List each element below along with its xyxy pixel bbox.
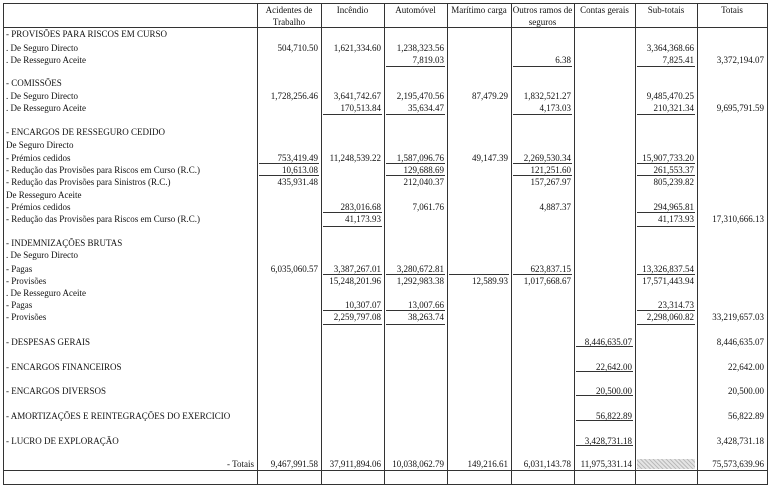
row-label: - Redução das Provisões para Riscos em Curso (R.C.) [6,165,200,175]
value-underline [386,66,445,67]
value-underline [386,114,445,115]
column-divider [767,3,768,485]
row-label: De Seguro Directo [6,140,74,150]
cell-subtotais: 23,314.73 [658,300,694,310]
cell-maritimo: 12,589.93 [472,276,508,286]
cell-automovel: 35,634.47 [408,103,444,113]
row-divider [3,27,767,28]
column-divider [511,3,512,485]
cell-totais: 3,428,731.18 [716,436,764,446]
cell-incendio: 170,513.84 [340,103,381,113]
cell-incendio: 10,307.07 [345,300,381,310]
column-header-outros: Outros ramos de seguros [512,5,573,27]
cell-incendio: 1,621,334.60 [333,43,381,53]
cell-incendio: 283,016.68 [340,202,381,212]
row-label: - Redução das Provisões para Riscos em Curso (R.C.) [6,214,200,224]
totals-automovel: 10,038,062.79 [392,459,444,469]
column-header-subtotais: Sub-totais [647,5,685,15]
cell-automovel: 1,238,323.56 [396,43,444,53]
subtotal-total-shaded-cell [637,459,695,469]
row-label: . De Resseguro Aceite [6,55,86,65]
cell-totais: 8,446,635.07 [716,337,764,347]
row-label: - Provisões [6,312,47,322]
cell-incendio: 3,641,742.67 [333,91,381,101]
row-label: - Provisões [6,276,47,286]
row-label: - Prémios cedidos [6,202,71,212]
value-underline [637,114,695,115]
value-underline [637,324,695,325]
row-label: . De Resseguro Aceite [6,103,86,113]
cell-outros: 121,251.60 [530,165,571,175]
cell-incendio: 3,387,267.01 [333,264,381,274]
cell-outros: 4,173.03 [539,103,571,113]
cell-automovel: 3,280,672.81 [396,264,444,274]
cell-subtotais: 294,965.81 [653,202,694,212]
cell-contas: 3,428,731.18 [584,436,632,446]
cell-automovel: 212,040.37 [403,177,444,187]
row-label: - Prémios cedidos [6,153,71,163]
value-underline [323,324,382,325]
value-underline [449,274,509,275]
cell-automovel: 1,587,096.76 [396,153,444,163]
cell-incendio: 15,248,201.96 [329,276,381,286]
totals-outros: 6,031,143.78 [523,459,571,469]
cell-outros: 1,832,521.27 [523,91,571,101]
row-label: - Pagas [6,300,33,310]
row-label: . De Resseguro Aceite [6,288,86,298]
row-label: - INDEMNIZAÇÕES BRUTAS [6,238,123,248]
cell-contas: 8,446,635.07 [584,337,632,347]
row-label: - ENCARGOS DE RESSEGURO CEDIDO [6,127,166,137]
totals-label: - Totais [227,459,254,469]
row-label: . De Seguro Directo [6,43,78,53]
cell-totais: 17,310,666.13 [712,214,764,224]
cell-subtotais: 9,485,470.25 [646,91,694,101]
cell-subtotais: 805,239.82 [653,177,694,187]
row-label: De Resseguro Aceite [6,190,82,200]
totals-totais: 75,573,639.96 [712,459,764,469]
value-underline [386,324,445,325]
column-header-incendio: Incêndio [336,5,369,15]
cell-acidentes: 435,931.48 [277,177,318,187]
column-header-totais: Totais [721,5,743,15]
cell-outros: 623,837.15 [530,264,571,274]
column-divider [3,3,4,485]
column-header-contas: Contas gerais [580,5,629,15]
column-header-automovel: Automóvel [395,5,436,15]
cell-subtotais: 210,321.34 [653,103,694,113]
row-label: - COMISSÕES [6,78,62,88]
value-underline [637,66,695,67]
row-label: - AMORTIZAÇÕES E REINTEGRAÇÕES DO EXERCICIO [6,411,231,421]
cell-outros: 2,269,530.34 [523,153,571,163]
cell-subtotais: 41,173.93 [658,214,694,224]
row-label: . De Seguro Directo [6,91,78,101]
cell-outros: 157,267.97 [530,177,571,187]
cell-automovel: 2,195,470.56 [396,91,444,101]
totals-maritimo: 149,216.61 [467,459,508,469]
value-underline [513,114,572,115]
cell-totais: 22,642.00 [728,362,764,372]
cell-automovel: 13,007.66 [408,300,444,310]
cell-subtotais: 13,326,837.54 [642,264,694,274]
cell-automovel: 38,263.74 [408,312,444,322]
cell-subtotais: 17,571,443.94 [642,276,694,286]
cell-contas: 56,822.89 [596,411,632,421]
value-underline [513,66,572,67]
cell-acidentes: 1,728,256.46 [270,91,318,101]
cell-subtotais: 15,907,733.20 [642,153,694,163]
value-underline [323,226,382,227]
cell-acidentes: 6,035,060.57 [270,264,318,274]
column-divider [321,3,322,485]
cell-totais: 33,219,657.03 [712,312,764,322]
row-label: - Pagas [6,264,33,274]
column-divider [257,3,258,485]
value-underline [323,114,382,115]
cell-acidentes: 753,419.49 [277,153,318,163]
row-divider [3,484,767,485]
row-label: - DESPESAS GERAIS [6,337,91,347]
totals-contas: 11,975,331.14 [580,459,632,469]
column-divider [447,3,448,485]
row-label: - PROVISÕES PARA RISCOS EM CURSO [6,29,167,39]
cell-outros: 1,017,668.67 [523,276,571,286]
column-header-maritimo: Marítimo carga [451,5,507,15]
column-divider [635,3,636,485]
cell-subtotais: 7,825.41 [662,55,694,65]
cell-totais: 3,372,194.07 [716,55,764,65]
cell-acidentes: 504,710.50 [277,43,318,53]
cell-maritimo: 87,479.29 [472,91,508,101]
totals-incendio: 37,911,894.06 [329,459,381,469]
column-divider [384,3,385,485]
cell-totais: 9,695,791.59 [716,103,764,113]
cell-totais: 20,500.00 [728,386,764,396]
cell-subtotais: 2,298,060.82 [646,312,694,322]
cell-contas: 22,642.00 [596,362,632,372]
cell-automovel: 7,819.03 [412,55,444,65]
cell-incendio: 41,173.93 [345,214,381,224]
row-label: - Redução das Provisões para Sinistros (R.C.) [6,177,171,187]
cell-totais: 56,822.89 [728,411,764,421]
cell-outros: 6.38 [555,55,571,65]
column-header-acidentes: Acidentes de Trabalho [265,5,313,27]
row-label: - ENCARGOS FINANCEIROS [6,362,122,372]
cell-contas: 20,500.00 [596,386,632,396]
cell-automovel: 1,292,983.38 [396,276,444,286]
cell-subtotais: 3,364,368.66 [646,43,694,53]
cell-outros: 4,887.37 [539,202,571,212]
value-underline [637,226,695,227]
cell-incendio: 2,259,797.08 [333,312,381,322]
totals-acidentes: 9,467,991.58 [270,459,318,469]
row-label: - LUCRO DE EXPLORAÇÃO [6,436,119,446]
row-label: - ENCARGOS DIVERSOS [6,386,107,396]
cell-acidentes: 10,613.08 [282,165,318,175]
row-label: . De Seguro Directo [6,250,78,260]
cell-maritimo: 49,147.39 [472,153,508,163]
cell-incendio: 11,248,539.22 [329,153,381,163]
row-divider [3,470,767,471]
cell-automovel: 129,688.69 [403,165,444,175]
cell-subtotais: 261,553.37 [653,165,694,175]
cell-automovel: 7,061.76 [412,202,444,212]
